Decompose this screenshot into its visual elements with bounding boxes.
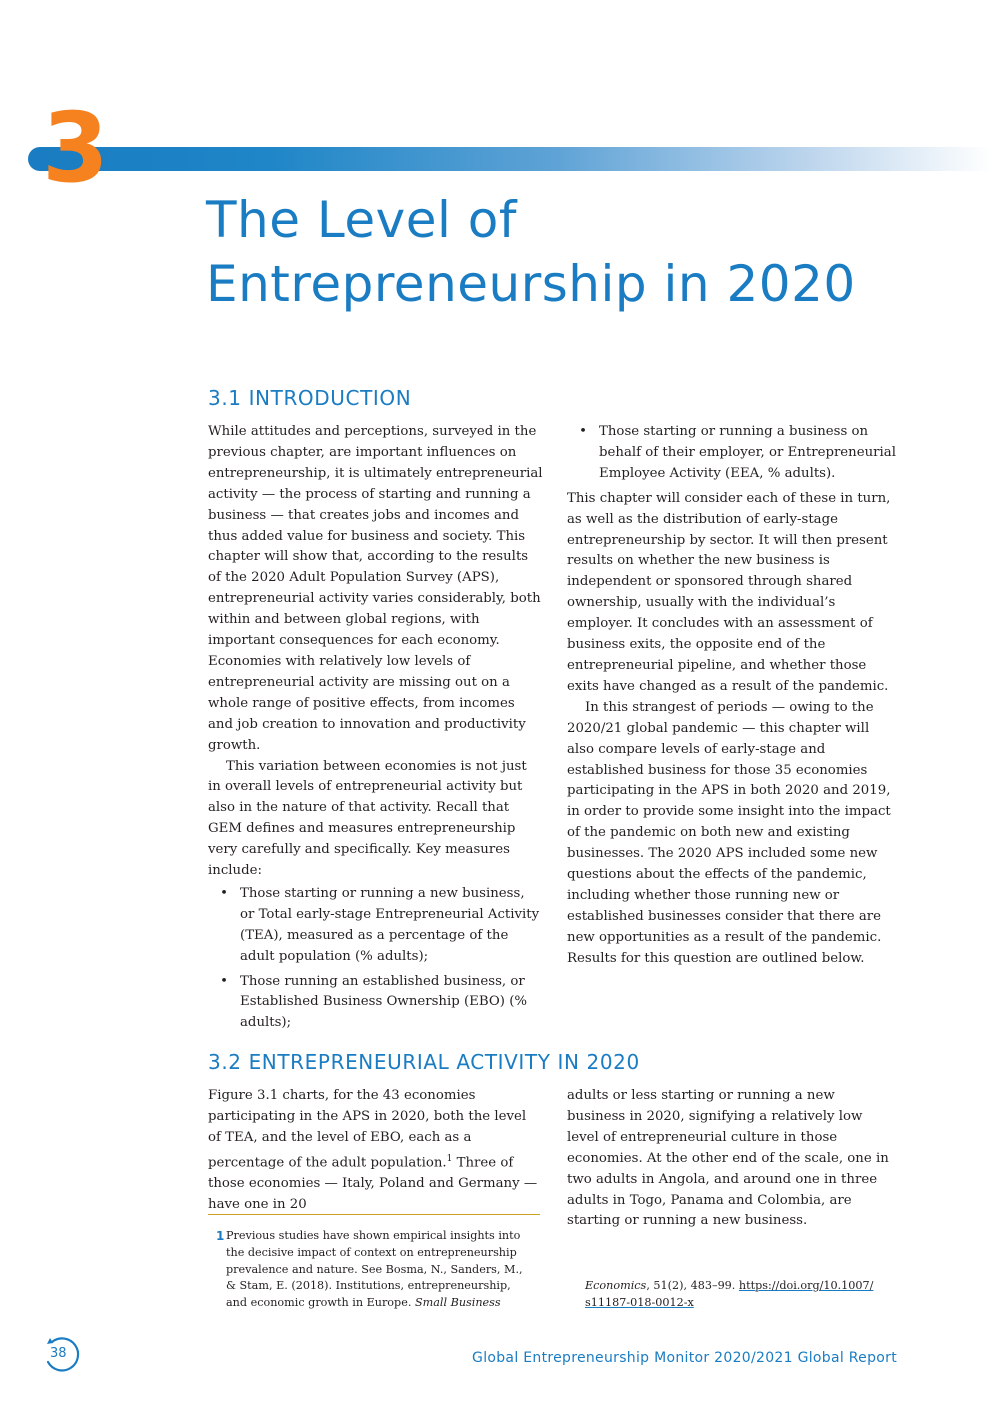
intro-column-right — [567, 422, 897, 970]
bullet-item-tea — [208, 884, 543, 968]
activity-text-part1: Figure 3.1 charts, for the 43 economies participating in the APS in 2020, both the level of TEA, and the level of EBO, each as a percentage of the adult population. — [208, 1088, 527, 1171]
bullet-text: Those running an established business, or Established Business Ownership (EBO) (% adults); — [240, 973, 528, 1031]
activity-column-left — [208, 1086, 543, 1216]
bullet-icon: • — [220, 885, 228, 901]
chapter-title-line2: Entrepreneurship in 2020 — [206, 255, 856, 313]
section-heading-introduction: 3.1 INTRODUCTION — [208, 386, 412, 410]
footnote-text-right — [585, 1278, 885, 1312]
bullet-item-eea — [567, 422, 897, 485]
footnote-text-left — [226, 1228, 531, 1312]
intro-paragraph-2: This variation between economies is not just in overall levels of entrepreneurial activity but also in the nature of that activity. Recall that GEM defines and measures entrepreneurship very carefully and specifically. Key measures include: — [208, 758, 527, 879]
intro-paragraph-1: While attitudes and perceptions, surveyed in the previous chapter, are important influences on entrepreneurship, it is ultimately entrepreneurial activity — the process of starting and running a business — that creates jobs and incomes and thus added value for business and society. This chapter will show that, according to the results of the 2020 Adult Population Survey (APS), entrepreneurial activity varies considerably, both within and between global regions, with important consequences for each economy. Economies with relatively low levels of entrepreneurial activity are missing out on a whole range of positive effects, from incomes and job creation to innovation and productivity growth. — [208, 424, 543, 753]
footnote-ref[interactable]: 1 — [446, 1153, 453, 1164]
activity-paragraph-2: adults or less starting or running a new business in 2020, signifying a relatively low level of entrepreneurial culture in those economies. At the other end of the scale, one in two adults in Angola, and around one in three adults in Togo, Panama and Colombia, are starting or running a new business. — [567, 1088, 889, 1229]
activity-paragraph-1 — [208, 1086, 543, 1216]
footnote-number: 1 — [216, 1229, 225, 1243]
bullet-text: Those starting or running a new business, or Total early-stage Entrepreneurial Activity (TEA), measured as a percentage of the adult population (% adults); — [240, 885, 540, 964]
bullet-icon: • — [579, 424, 587, 439]
footnote-citation: Previous studies have shown empirical insights into the decisive impact of context on entrepreneurship prevalence and nature. See Bosma, N., Sanders, M., & Stam, E. (2018). Institutions, entrepreneurship, and economic growth in Europe. — [226, 1229, 523, 1310]
footnote-journal-part2: Economics — [585, 1279, 647, 1292]
chapter-header-bar — [28, 147, 992, 171]
bullet-icon: • — [220, 973, 228, 989]
doi-link-part1[interactable]: https://doi.org/10.1007/ — [738, 1279, 874, 1292]
chapter-number: 3 — [42, 92, 109, 204]
intro-column-left — [208, 422, 543, 1038]
footnote-divider — [208, 1214, 540, 1215]
activity-text-part2: Three of those economies — Italy, Poland and Germany — have one in 20 — [208, 1155, 538, 1212]
footnote-journal-part1: Small Business — [414, 1296, 501, 1310]
chapter-title — [206, 188, 926, 316]
activity-column-right — [567, 1086, 897, 1232]
section-heading-activity: 3.2 ENTREPRENEURIAL ACTIVITY IN 2020 — [208, 1050, 640, 1074]
bullet-text: Those starting or running a business on behalf of their employer, or Entrepreneurial Employee Activity (EEA, % adults). — [599, 424, 896, 481]
page-number: 38 — [50, 1346, 67, 1361]
footnote-volume: , 51(2), 483–99. — [646, 1279, 736, 1292]
bullet-item-ebo — [208, 972, 543, 1035]
chapter-title-line1: The Level of — [206, 191, 517, 249]
intro-paragraph-4: In this strangest of periods — owing to the 2020/21 global pandemic — this chapter will also compare levels of early-stage and established business for those 35 economies participating in the APS in both 2020 and 2019, in order to provide some insight into the impact of the pandemic on both new and existing businesses. The 2020 APS included some new questions about the effects of the pandemic, including whether those running new or established businesses consider that there are new opportunities as a result of the pandemic. Results for this question are outlined below. — [567, 699, 891, 966]
footer-report-title: Global Entrepreneurship Monitor 2020/2021 Global Report — [472, 1350, 897, 1366]
doi-link-part2[interactable]: s11187-018-0012-x — [585, 1295, 694, 1309]
intro-paragraph-3: This chapter will consider each of these in turn, as well as the distribution of early-stage entrepreneurship by sector. It will then present results on whether the new business is independent or sponsored through shared ownership, usually with the individual’s employer. It concludes with an assessment of business exits, the opposite end of the entrepreneurial pipeline, and whether those exits have changed as a result of the pandemic. — [567, 490, 891, 694]
